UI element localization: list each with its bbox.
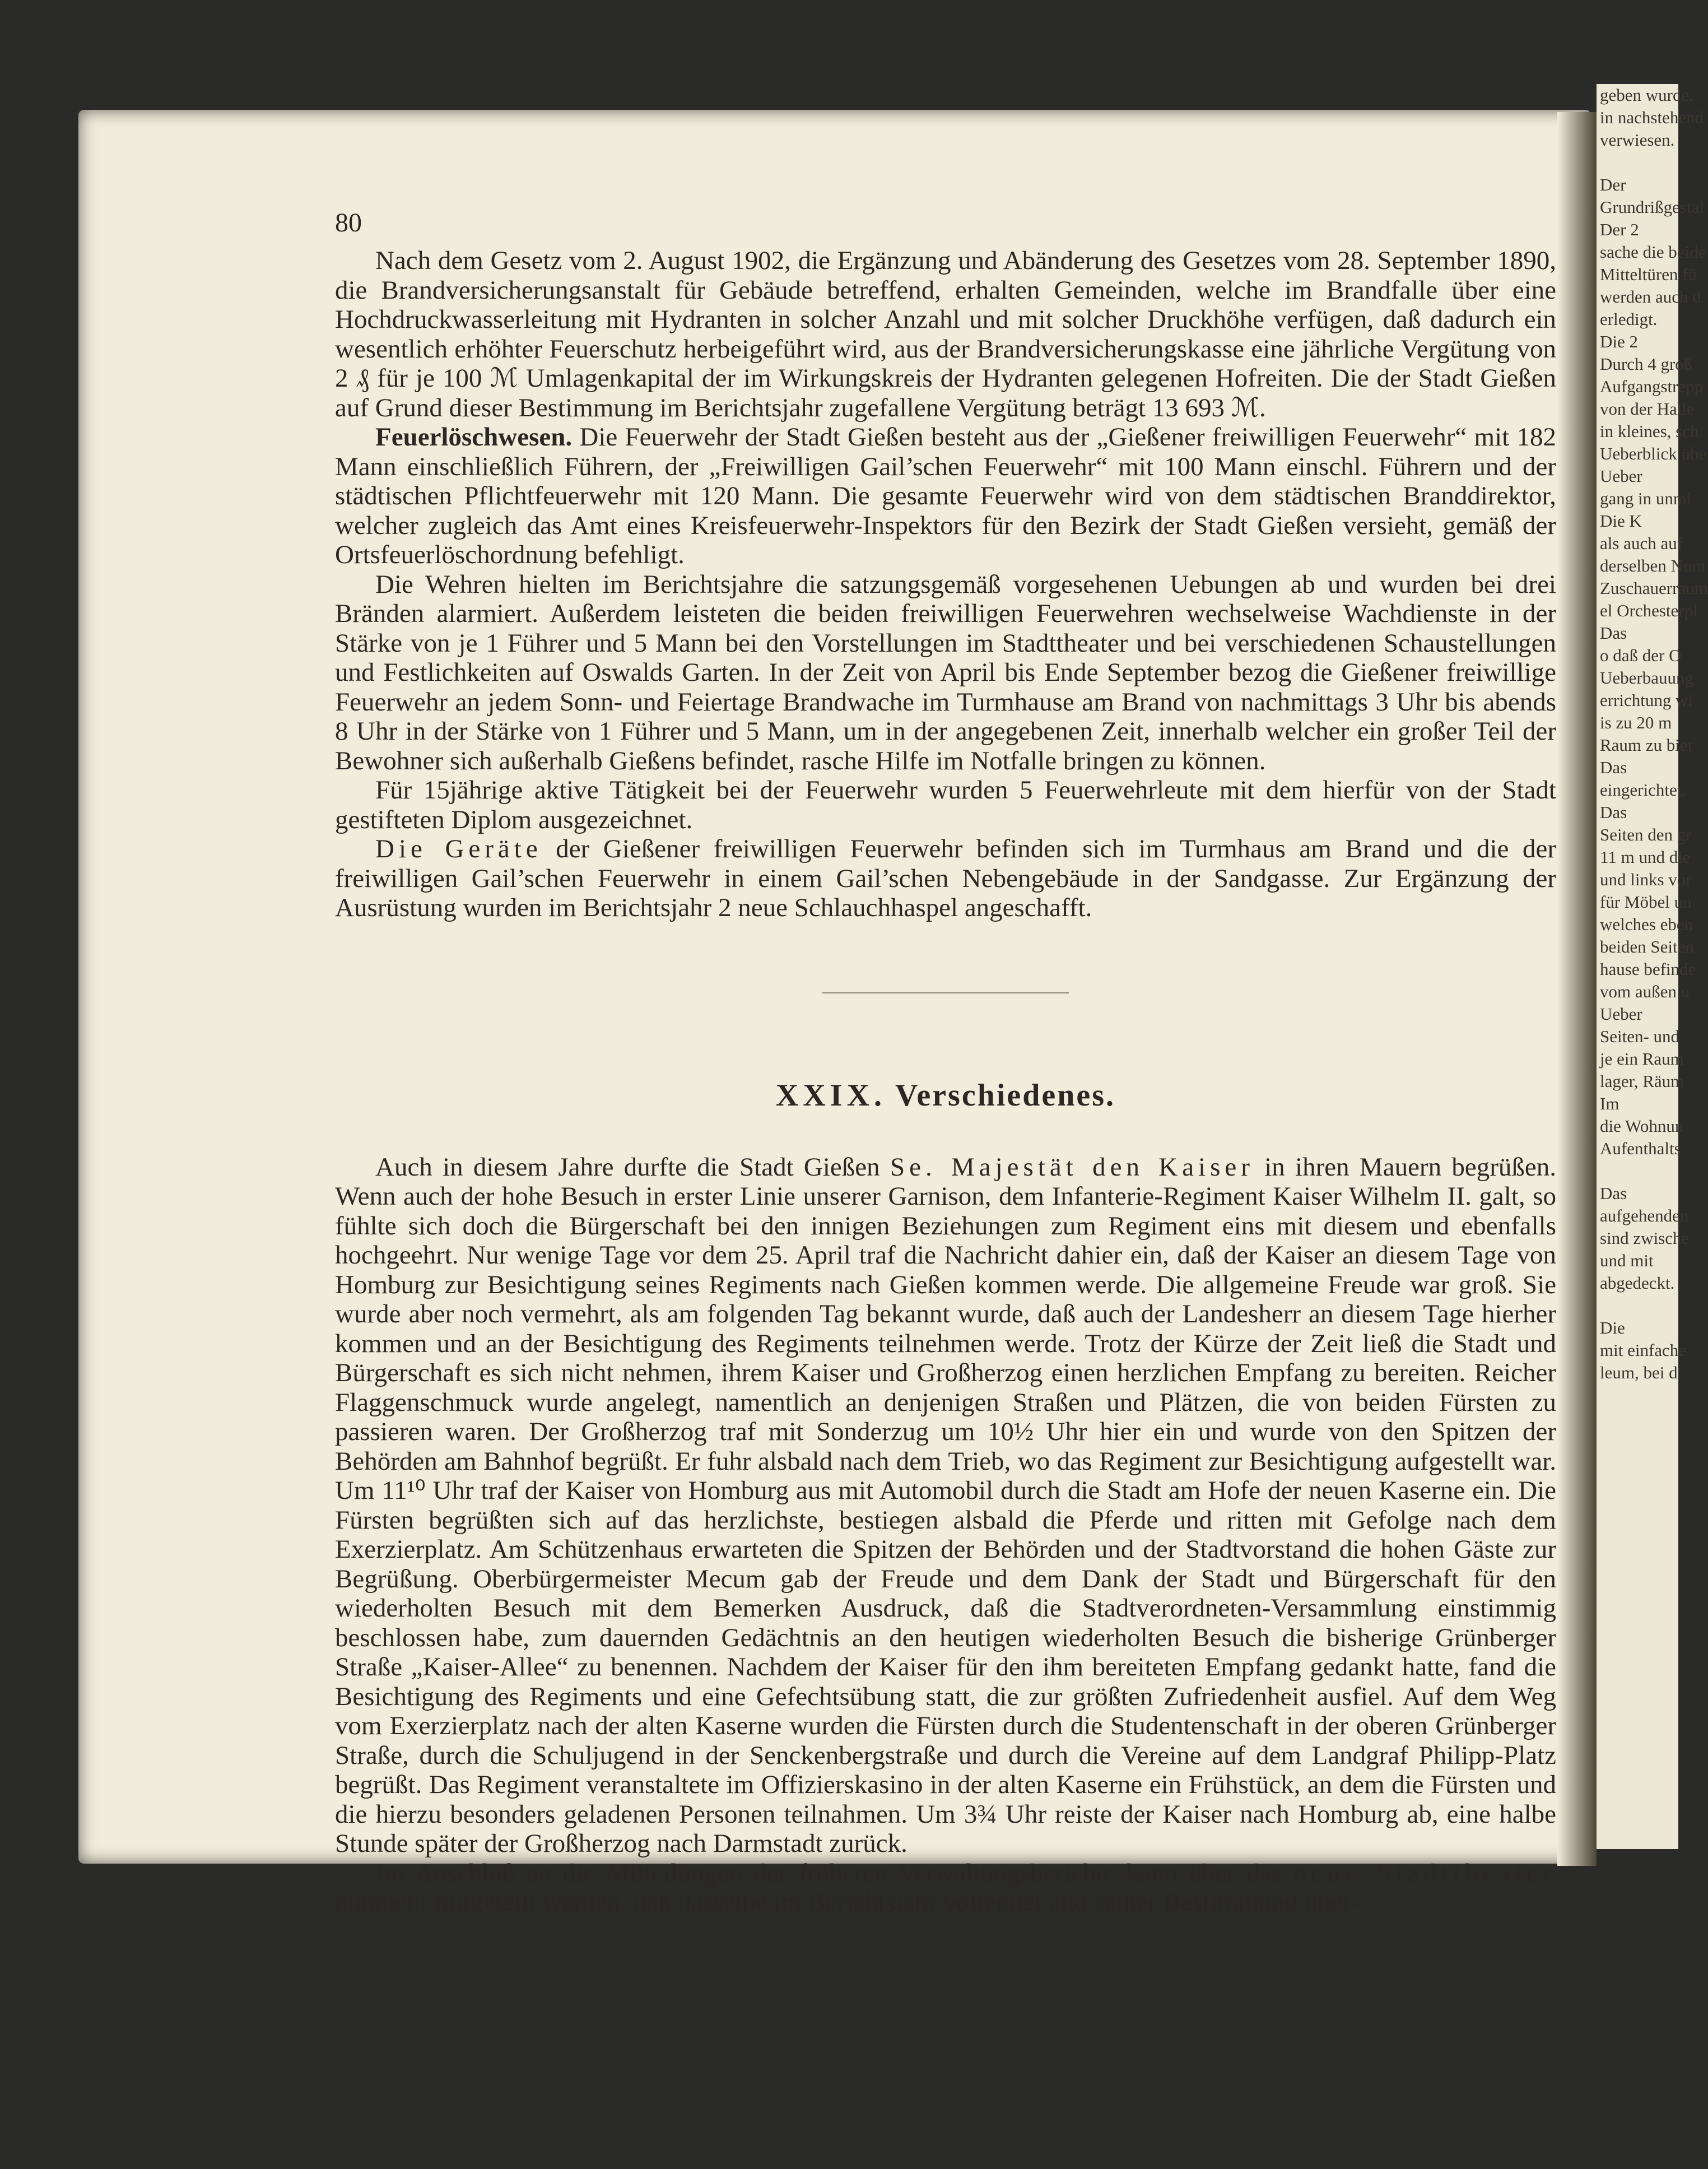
adjacent-page-line: Ueberbauung <box>1600 668 1693 688</box>
paragraph-geraete-text: der Gießener freiwilligen Feuerwehr befinden sich im Turmhaus am Brand und die der freiwilligen Gail’schen Feuerwehr in einem Gail’schen Nebengebäude in der Sandgasse. Zur Ergänzung der Ausrüstung wurden im Berichtsjahr 2 neue Schlauchhaspel angeschafft. <box>335 834 1556 922</box>
paragraph-feuerloeschwesen <box>335 422 1556 570</box>
adjacent-page-line: Aufenthalts <box>1600 1139 1681 1158</box>
paragraph-wehren: Die Wehren hielten im Berichtsjahre die satzungsgemäß vorgesehenen Uebungen ab und wurden bei drei Bränden alarmiert. Außerdem leisteten die beiden freiwilligen Feuerwehren wechselweise Wachdienste in der Stärke von je 1 Führer und 5 Mann bei den Vorstellungen im Stadttheater und bei verschiedenen Schaustellungen und Festlichkeiten auf Oswalds Garten. In der Zeit von April bis Ende September bezog die Gießener freiwillige Feuerwehr an jedem Sonn- und Feiertage Brandwache im Turmhause am Brand von nachmittags 3 Uhr bis abends 8 Uhr in der Stärke von 1 Führer und 5 Mann, um in der angegebenen Zeit, innerhalb welcher ein großer Teil der Bewohner sich außerhalb Gießens befindet, rasche Hilfe im Notfalle bringen zu können. <box>335 569 1556 775</box>
adjacent-page-line: Mitteltüren fü <box>1600 264 1697 284</box>
adjacent-page-line: Raum zu biet <box>1600 735 1693 755</box>
adjacent-page-line <box>1597 151 1678 174</box>
section-numeral: XXIX. <box>775 1077 887 1113</box>
adjacent-page-line: hause befinde <box>1600 959 1696 979</box>
adjacent-page-line: für Möbel un <box>1600 892 1692 912</box>
adjacent-page-line: in kleines, sch <box>1600 421 1699 441</box>
adjacent-page-line: lager, Räum <box>1600 1071 1684 1091</box>
adjacent-page-line: Aufgangstrepp <box>1600 377 1704 396</box>
adjacent-page-line: Zuschauerraum <box>1600 578 1708 598</box>
section-title: Verschiedenes. <box>895 1077 1116 1113</box>
adjacent-page-line: beiden Seiten <box>1600 937 1694 956</box>
adjacent-page-line: is zu 20 m <box>1600 713 1672 732</box>
adjacent-page-line: Ueberblick übe <box>1600 444 1707 463</box>
adjacent-page-line: aufgehenden <box>1600 1206 1689 1225</box>
adjacent-page-line: Der <box>1600 175 1626 194</box>
adjacent-page-line: Die K <box>1600 511 1642 531</box>
adjacent-page-line: Im <box>1600 1094 1619 1113</box>
adjacent-page-line: welches eben <box>1600 914 1693 934</box>
adjacent-page-line: o daß der O <box>1600 645 1682 665</box>
adjacent-page-line: Das <box>1600 623 1627 643</box>
spaced-stadttheater: neue Stadttheater <box>1293 1858 1556 1888</box>
adjacent-page-line: vom außen u <box>1600 982 1690 1001</box>
adjacent-page-line: Die 2 <box>1600 332 1639 351</box>
adjacent-page-line: in nachstehend <box>1600 108 1704 127</box>
paragraph-stadttheater <box>335 1859 1556 1917</box>
adjacent-page-line: von der Halle <box>1600 399 1695 419</box>
paragraph-geraete <box>335 834 1556 923</box>
adjacent-page-line: leum, bei d <box>1600 1363 1678 1382</box>
adjacent-page-line: Das <box>1600 802 1627 822</box>
adjacent-page-line: el Orchesterpl <box>1600 601 1698 620</box>
paragraph-diplom: Für 15jährige aktive Tätigkeit bei der Feuerwehr wurden 5 Feuerwehrleute mit dem hierfür von der Stadt gestifteten Diplom ausgezeichnet. <box>335 775 1556 834</box>
paragraph-kaiserbesuch <box>335 1153 1556 1859</box>
section-heading <box>335 1077 1556 1113</box>
adjacent-page-line: Seiten- und <box>1600 1027 1680 1046</box>
adjacent-page-line: Das <box>1600 1183 1627 1203</box>
adjacent-page-line: Grundrißgestal <box>1600 197 1704 217</box>
adjacent-page-line: Durch 4 groß <box>1600 354 1693 374</box>
spaced-geraete: Die Geräte <box>375 834 542 863</box>
adjacent-page-line: erledigt. <box>1600 309 1658 329</box>
adjacent-page-line: die Wohnun <box>1600 1116 1684 1136</box>
adjacent-page-line: eingerichtet. <box>1600 780 1687 800</box>
adjacent-page-line: Der 2 <box>1600 220 1639 239</box>
adjacent-page-line: als auch auf <box>1600 533 1683 553</box>
adjacent-page-line: Ueber <box>1600 1004 1642 1024</box>
adjacent-page-line: errichtung wi <box>1600 690 1693 710</box>
stadttheater-a: Im Anschluß an die Mitteilungen der früheren Verwaltungsberichte kann über das <box>375 1858 1293 1888</box>
adjacent-page-line: sache die beide <box>1600 242 1706 262</box>
adjacent-page-line: derselben Num <box>1600 556 1706 575</box>
adjacent-page-line: Die <box>1600 1318 1625 1337</box>
section-divider <box>822 992 1069 993</box>
adjacent-page-line: je ein Raum <box>1600 1049 1684 1069</box>
adjacent-page-line: verwiesen. <box>1600 130 1675 150</box>
adjacent-page-line: und mit <box>1600 1251 1654 1270</box>
spaced-majestaet: Se. Majestät den Kaiser <box>890 1152 1254 1182</box>
adjacent-page <box>1597 84 1708 1849</box>
book-gutter <box>1557 112 1597 1866</box>
adjacent-page-line: abgedeckt. <box>1600 1273 1675 1293</box>
kaiserbesuch-a: Auch in diesem Jahre durfte die Stadt Gießen <box>375 1152 890 1182</box>
adjacent-page-line: werden auch d <box>1600 287 1701 306</box>
adjacent-page-line: 11 m und die <box>1600 847 1691 867</box>
paragraph-hydranten: Nach dem Gesetz vom 2. August 1902, die Ergänzung und Abänderung des Gesetzes vom 28. September 1890, die Brandversicherungsanstalt für Gebäude betreffend, erhalten Gemeinden, welche im Brandfalle über eine Hochdruckwasserleitung mit Hydranten in solcher Anzahl und mit solcher Druckhöhe verfügen, daß dadurch ein wesentlich erhöhter Feuerschutz herbeigeführt wird, aus der Brandversicherungskasse eine jährliche Vergütung von 2 ₰ für je 100 ℳ Umlagenkapital der im Wirkungskreis der Hydranten gelegenen Hofreiten. Die der Stadt Gießen auf Grund dieser Bestimmung im Berichtsjahr zugefallene Vergütung beträgt 13 693 ℳ. <box>335 246 1556 422</box>
adjacent-page-line: geben wurde. <box>1600 85 1693 105</box>
adjacent-page-line <box>1597 1294 1678 1317</box>
adjacent-page-line: und links vor <box>1600 870 1692 889</box>
adjacent-page-line: sind zwische <box>1600 1228 1690 1248</box>
adjacent-page-line: mit einfache <box>1600 1340 1687 1360</box>
paragraph-feuerloeschwesen-text: Die Feuerwehr der Stadt Gießen besteht aus der „Gießener freiwilligen Feuerwehr“ mit 182 Mann einschließlich Führern, der „Freiwilligen Gail’schen Feuerwehr“ mit 100 Mann einschl. Führern und der städtischen Pflichtfeuerwehr mit 120 Mann. Die gesamte Feuerwehr wird von dem städtischen Branddirektor, welcher zugleich das Amt eines Kreisfeuerwehr-Inspektors für den Bezirk der Stadt Gießen versieht, gemäß der Ortsfeuerlöschordnung befehligt. <box>335 422 1557 569</box>
adjacent-page-line <box>1597 1160 1678 1182</box>
stadttheater-b: nunmehr mitgeteilt werden, daß dasselbe im Berichtsjahr vollendet und seiner Bestimmung über- <box>335 1888 1360 1917</box>
page-content <box>335 207 1556 1917</box>
page-number: 80 <box>335 208 362 238</box>
kaiserbesuch-b: in ihren Mauern begrüßen. Wenn auch der hohe Besuch in erster Linie unserer Garnison, dem Infanterie-Regiment Kaiser Wilhelm II. galt, so fühlte sich doch die Bürgerschaft bei den innigen Beziehungen zum Regiment eins mit diesem und ebenfalls hochgeehrt. Nur wenige Tage vor dem 25. April traf die Nachricht dahier ein, daß der Kaiser an diesem Tage von Homburg zur Besichtigung seines Regiments nach Gießen kommen werde. Die allgemeine Freude war groß. Sie wurde aber noch vermehrt, als am folgenden Tag bekannt wurde, daß auch der Landesherr an diesem Tage hierher kommen und an der Besichtigung des Regiments teilnehmen werde. Trotz der Kürze der Zeit ließ die Stadt und Bürgerschaft es sich nicht nehmen, ihrem Kaiser und Großherzog einen herzlichen Empfang zu bereiten. Reicher Flaggenschmuck wurde angelegt, namentlich an denjenigen Straßen und Plätzen, die von beiden Fürsten zu passieren waren. Der Großherzog traf mit Sonderzug um 10½ Uhr hier ein und wurde von den Spitzen der Behörden am Bahnhof begrüßt. Er fuhr alsbald nach dem Trieb, wo das Regiment zur Besichtigung aufgestellt war. Um 11¹⁰ Uhr traf der Kaiser von Homburg aus mit Automobil durch die Stadt am Hofe der neuen Kaserne ein. Die Fürsten begrüßten sich auf das herzlichste, bestiegen alsbald die Pferde und ritten mit Gefolge nach dem Exerzierplatz. Am Schützenhaus erwarteten die Spitzen der Behörden und der Stadtvorstand die hohen Gäste zur Begrüßung. Oberbürgermeister Mecum gab der Freude und dem Dank der Stadt und Bürgerschaft für den wiederholten Besuch mit dem Bemerken Ausdruck, daß die Stadtverordneten-Versammlung einstimmig beschlossen habe, zum dauernden Gedächtnis an den heutigen wiederholten Besuch die bisherige Grünberger Straße „Kaiser-Allee“ zu benennen. Nachdem der Kaiser für den ihm bereiteten Empfang gedankt hatte, fand die Besichtigung des Regiments und eine Gefechtsübung statt, die zur größten Zufriedenheit ausfiel. Auf dem Weg vom Exerzierplatz nach der alten Kaserne wurden die Fürsten durch die Studentenschaft in der oberen Grünberger Straße, durch die Schuljugend in der Senckenbergstraße und durch die Vereine auf dem Landgraf Philipp-Platz begrüßt. Das Regiment veranstaltete im Offizierskasino in der alten Kaserne ein Frühstück, an dem die Fürsten und die hierzu besonders geladenen Personen teilnahmen. Um 3¾ Uhr reiste der Kaiser nach Homburg ab, eine halbe Stunde später der Großherzog nach Darmstadt zurück. <box>335 1152 1556 1858</box>
paragraph-lead-feuerloeschwesen: Feuerlöschwesen. <box>375 422 573 452</box>
adjacent-page-line: gang in unmi <box>1600 489 1692 508</box>
adjacent-page-line: Das <box>1600 758 1627 777</box>
adjacent-page-line: Seiten den gr <box>1600 825 1692 844</box>
adjacent-page-line: Ueber <box>1600 466 1642 486</box>
